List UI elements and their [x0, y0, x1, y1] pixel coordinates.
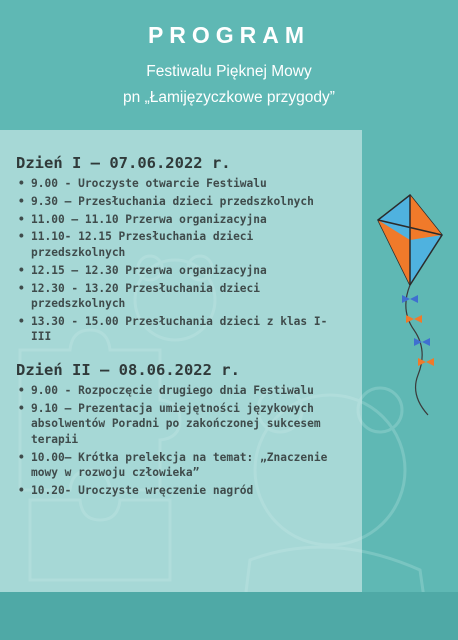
page-title: PROGRAM — [147, 22, 311, 48]
list-item: • 13.30 - 15.00 Przesłuchania dzieci z klas I-III — [16, 314, 346, 345]
list-item: • 12.15 – 12.30 Przerwa organizacyjna — [16, 263, 346, 279]
festival-subtitle: pn „Łamijęzyczkowe przygody” — [123, 89, 335, 106]
list-item: • 9.00 - Uroczyste otwarcie Festiwalu — [16, 176, 346, 192]
list-item: • 12.30 - 13.20 Przesłuchania dzieci przedszkolnych — [16, 281, 346, 312]
day-2-title: Dzień II – 08.06.2022 r. — [16, 361, 240, 380]
festival-name: Festiwalu Pięknej Mowy — [146, 63, 312, 80]
day-2-list — [16, 383, 346, 499]
day-1-section — [16, 154, 346, 345]
kite-icon — [370, 190, 450, 420]
bottom-bar — [0, 592, 458, 640]
day-2-section — [16, 361, 346, 499]
list-item: • 10.00– Krótka prelekcja na temat: „Znaczenie mowy w rozwoju człowieka” — [16, 450, 346, 481]
program-content — [16, 154, 346, 501]
list-item: • 9.10 – Prezentacja umiejętności językowych absolwentów Poradni po zakończonej sukcesem terapii — [16, 401, 346, 448]
day-1-list — [16, 176, 346, 345]
list-item: • 11.00 – 11.10 Przerwa organizacyjna — [16, 212, 346, 228]
header — [0, 0, 458, 107]
list-item: • 11.10- 12.15 Przesłuchania dzieci przedszkolnych — [16, 229, 346, 260]
day-1-title: Dzień I – 07.06.2022 r. — [16, 154, 231, 172]
list-item: • 9.00 - Rozpoczęcie drugiego dnia Festiwalu — [16, 383, 346, 399]
list-item: • 9.30 – Przesłuchania dzieci przedszkolnych — [16, 194, 346, 210]
list-item: • 10.20- Uroczyste wręczenie nagród — [16, 483, 346, 499]
